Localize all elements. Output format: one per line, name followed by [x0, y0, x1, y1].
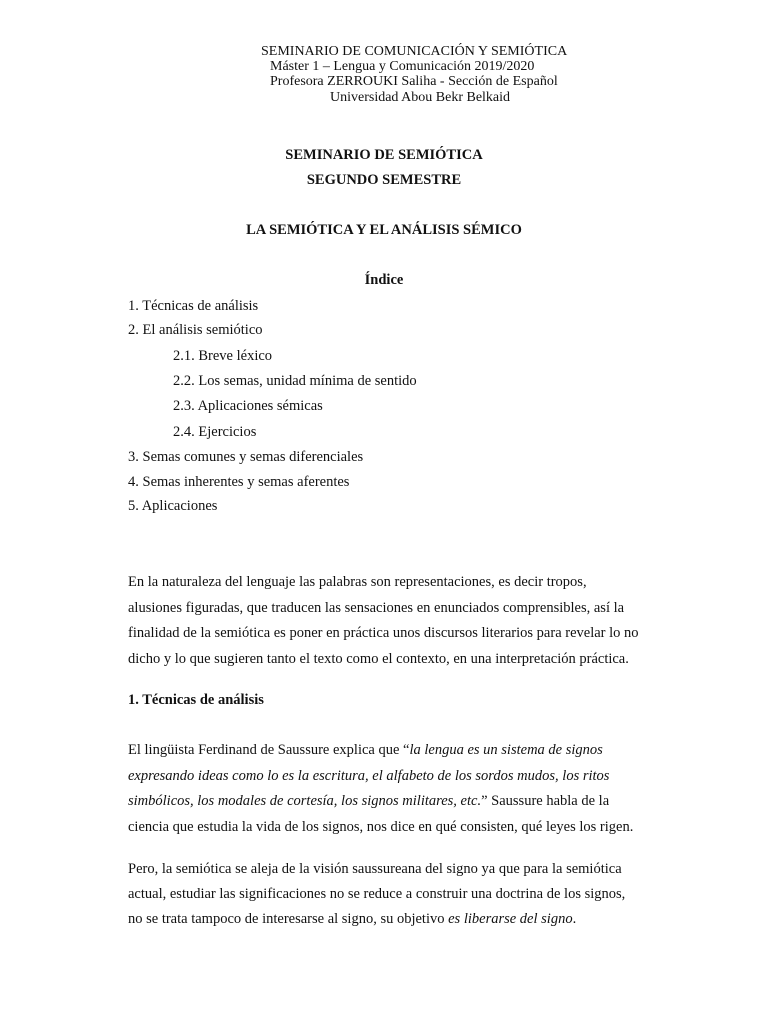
section-1-p1-line-3	[128, 793, 609, 810]
index-item: 1. Técnicas de análisis	[128, 298, 259, 314]
header-line-4: Universidad Abou Bekr Belkaid	[330, 90, 511, 105]
intro-line: alusiones figuradas, que traducen las sensaciones en enunciados comprensibles, así la	[128, 600, 625, 616]
paragraph-end: .	[572, 911, 577, 927]
section-1-p1-line-4: ciencia que estudia la vida de los signos, nos dice en qué consisten, qué leyes los rigen.	[128, 819, 634, 835]
quote-tail-text: ” Saussure habla de la	[481, 793, 610, 809]
index-item: 2.1. Breve léxico	[173, 348, 273, 364]
header-line-1: SEMINARIO DE COMUNICACIÓN Y SEMIÓTICA	[261, 44, 568, 59]
title-main: LA SEMIÓTICA Y EL ANÁLISIS SÉMICO	[246, 222, 522, 238]
emphasis-text: es liberarse del signo	[448, 911, 573, 927]
index-heading: Índice	[364, 272, 404, 288]
quote-italic-text: simbólicos, los modales de cortesía, los signos militares, etc.	[128, 793, 482, 809]
section-1-p2-line-2: actual, estudiar las significaciones no se reduce a construir una doctrina de los signos,	[128, 886, 626, 902]
quote-italic-text: expresando ideas como lo es la escritura, el alfabeto de los sordos mudos, los ritos	[128, 768, 610, 784]
paragraph-text: no se trata tampoco de interesarse al signo, su objetivo	[128, 911, 449, 927]
index-item: 2.2. Los semas, unidad mínima de sentido	[173, 373, 417, 389]
index-item: 5. Aplicaciones	[128, 498, 218, 514]
title-seminar: SEMINARIO DE SEMIÓTICA	[285, 147, 483, 163]
index-item: 4. Semas inherentes y semas aferentes	[128, 474, 350, 490]
intro-line: En la naturaleza del lenguaje las palabras son representaciones, es decir tropos,	[128, 574, 587, 590]
section-1-p2-line-3	[128, 911, 576, 928]
quote-italic-text: la lengua es un sistema de signos	[409, 742, 603, 758]
section-1-p2-line-1: Pero, la semiótica se aleja de la visión saussureana del signo ya que para la semiótica	[128, 861, 622, 877]
index-item: 2.4. Ejercicios	[173, 424, 257, 440]
section-1-p1-line-2	[128, 768, 609, 785]
title-semester: SEGUNDO SEMESTRE	[306, 172, 462, 188]
index-item: 3. Semas comunes y semas diferenciales	[128, 449, 364, 465]
section-1-p1-line-1	[128, 742, 603, 759]
header-line-2: Máster 1 – Lengua y Comunicación 2019/2020	[270, 59, 535, 74]
intro-line: dicho y lo que sugieren tanto el texto como el contexto, en una interpretación práctica.	[128, 651, 629, 667]
intro-line: finalidad de la semiótica es poner en práctica unos discursos literarios para revelar lo no	[128, 625, 639, 641]
index-item: 2. El análisis semiótico	[128, 322, 263, 338]
section-1-heading: 1. Técnicas de análisis	[128, 692, 264, 708]
index-item: 2.3. Aplicaciones sémicas	[173, 398, 323, 414]
header-line-3: Profesora ZERROUKI Saliha - Sección de Español	[270, 74, 558, 89]
quote-lead-text: El lingüista Ferdinand de Saussure explica que “	[128, 742, 410, 758]
